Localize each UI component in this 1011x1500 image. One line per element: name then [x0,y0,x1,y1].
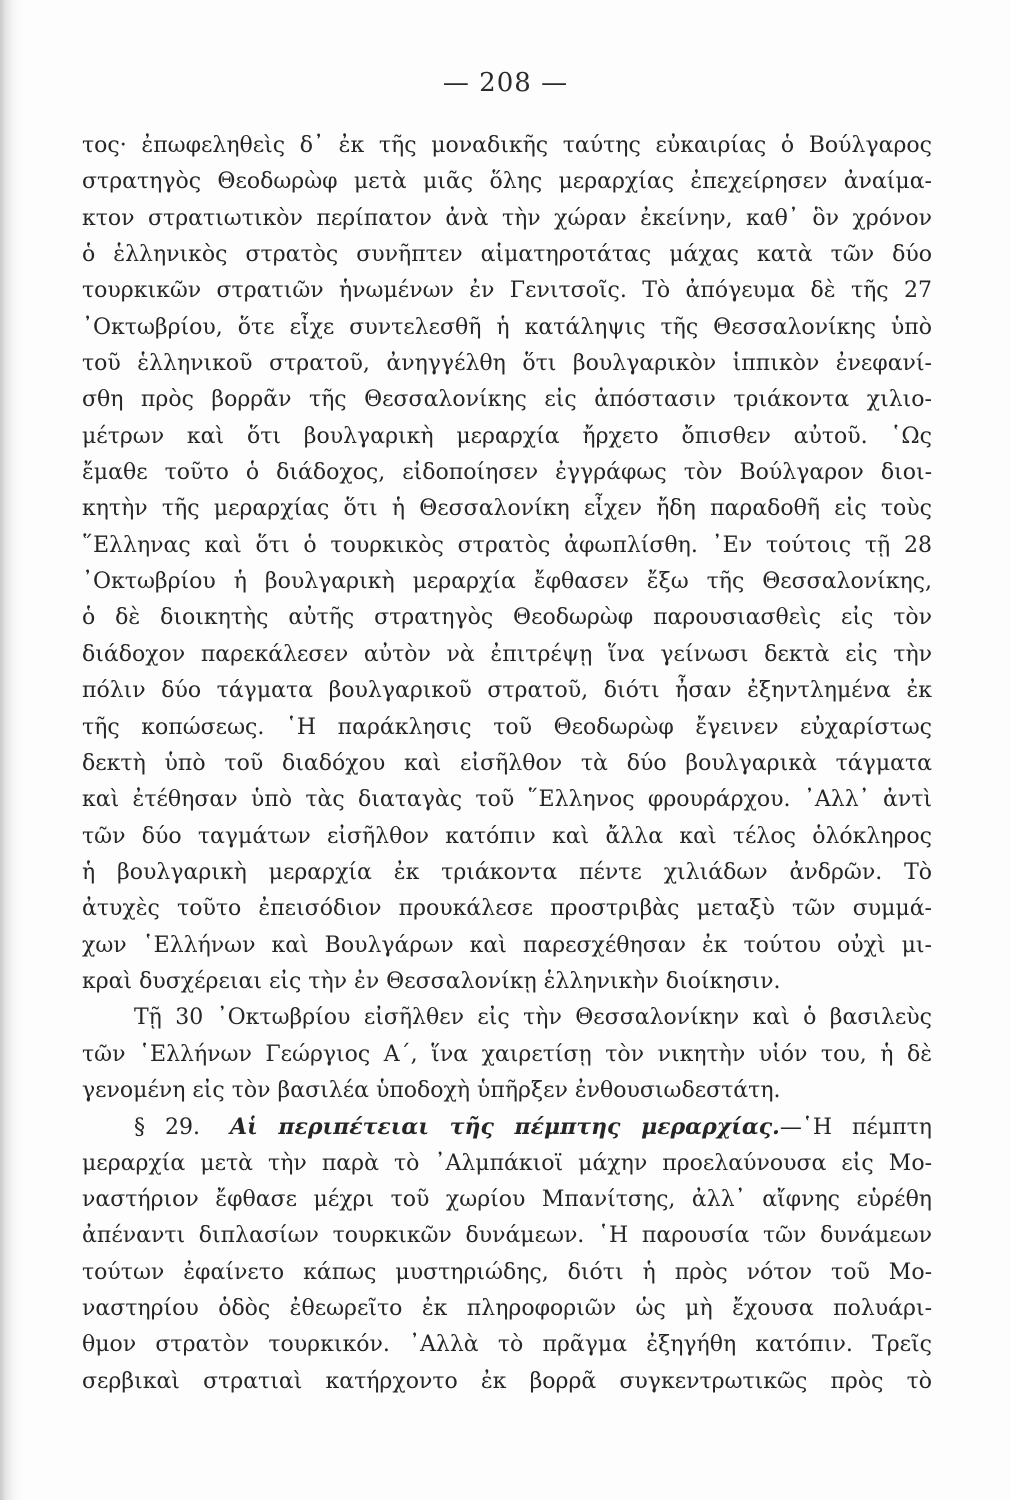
page-binding-shadow [0,0,22,1500]
text-line: ἀπέναντι διπλασίων τουρκικῶν δυνάμεων. ῾Η παρουσία τῶν δυνάμεων [82,1223,932,1249]
text-line: στρατηγὸς Θεοδωρὼφ μετὰ μιᾶς ὅλης μεραρχίας ἐπεχείρησεν ἀναίμα- [82,169,932,195]
text-line: ᾽Οκτωβρίου, ὅτε εἶχε συντελεσθῆ ἡ κατάληψις τῆς Θεσσαλονίκης ὑπὸ [82,314,932,340]
text-line: τῶν δύο ταγμάτων εἰσῆλθον κατόπιν καὶ ἄλλα καὶ τέλος ὁλόκληρος [82,823,932,849]
text-line: ἡ βουλγαρικὴ μεραρχία ἐκ τριάκοντα πέντε χιλιάδων ἀνδρῶν. Τὸ [82,859,932,885]
body-text [82,128,932,1400]
text-line: τος· ἐπωφεληθεὶς δ᾽ ἐκ τῆς μοναδικῆς ταύτης εὐκαιρίας ὁ Βούλγαρος [82,133,932,158]
text-line: καὶ ἐτέθησαν ὑπὸ τὰς διαταγὰς τοῦ ῞Ελληνος φρουράρχου. ᾽Αλλ᾽ ἀντὶ [82,787,932,813]
text-line: κτον στρατιωτικὸν περίπατον ἀνὰ τὴν χώραν ἐκείνην, καθ᾽ ὃν χρόνον [82,205,932,231]
text-line: τοῦ ἑλληνικοῦ στρατοῦ, ἀνηγγέλθη ὅτι βουλγαρικὸν ἱππικὸν ἐνεφανί- [82,351,932,377]
text-line: ναστηρίου ὁδὸς ἐθεωρεῖτο ἐκ πληροφοριῶν ὡς μὴ ἔχουσα πολυάρι- [82,1296,932,1321]
text-line: δεκτὴ ὑπὸ τοῦ διαδόχου καὶ εἰσῆλθον τὰ δύο βουλγαρικὰ τάγματα [82,750,932,776]
text-line: τῆς κοπώσεως. ῾Η παράκλησις τοῦ Θεοδωρὼφ ἔγεινεν εὐχαρίστως [82,714,932,740]
text-line: διάδοχον παρεκάλεσεν αὐτὸν νὰ ἐπιτρέψῃ ἵνα γείνωσι δεκτὰ εἰς τὴν [82,641,932,667]
text-line: χων ῾Ελλήνων καὶ Βουλγάρων καὶ παρεσχέθησαν ἐκ τούτου οὐχὶ μι- [82,932,932,958]
section-heading-line [82,1109,932,1145]
text-line: μέτρων καὶ ὅτι βουλγαρικὴ μεραρχία ἤρχετο ὄπισθεν αὐτοῦ. ῾Ως [82,423,932,449]
text-line: τῶν ῾Ελλήνων Γεώργιος Α΄, ἵνα χαιρετίσῃ τὸν νικητὴν υἱόν του, ἡ δὲ [82,1041,932,1067]
text-line: σθη πρὸς βορρᾶν τῆς Θεσσαλονίκης εἰς ἀπόστασιν τριάκοντα χιλιο- [82,387,932,413]
paragraph-end-line: κραὶ δυσχέρειαι εἰς τὴν ἐν Θεσσαλονίκῃ ἑλληνικὴν διοίκησιν. [82,968,781,994]
section-title: Αἱ περιπέτειαι τῆς πέμπτης μεραρχίας. [230,1114,780,1141]
text-line: σερβικαὶ στρατιαὶ κατήρχοντο ἐκ βορρᾶ συγκεντρωτικῶς πρὸς τὸ [82,1368,932,1394]
text-line: ᾽Οκτωβρίου ἡ βουλγαρικὴ μεραρχία ἔφθασεν ἔξω τῆς Θεσσαλονίκης, [82,569,932,595]
text-line: ἔμαθε τοῦτο ὁ διάδοχος, εἰδοποίησεν ἐγγράφως τὸν Βούλγαρον διοι- [82,460,932,486]
text-line: ῞Ελληνας καὶ ὅτι ὁ τουρκικὸς στρατὸς ἀφωπλίσθη. ᾽Εν τούτοις τῇ 28 [82,532,932,558]
text-line: μεραρχία μετὰ τὴν παρὰ τὸ ᾽Αλμπάκιοϊ μάχην προελαύνουσα εἰς Μο- [82,1150,932,1176]
text-line: κητὴν τῆς μεραρχίας ὅτι ἡ Θεσσαλονίκη εἶχεν ἤδη παραδοθῆ εἰς τοὺς [82,496,932,522]
paragraph-start-line: Τῇ 30 ᾽Οκτωβρίου εἰσῆλθεν εἰς τὴν Θεσσαλονίκην καὶ ὁ βασιλεὺς [134,1005,932,1031]
text-line: τούτων ἐφαίνετο κάπως μυστηριώδης, διότι ἡ πρὸς νότον τοῦ Μο- [82,1259,932,1285]
text-line: πόλιν δύο τάγματα βουλγαρικοῦ στρατοῦ, διότι ἦσαν ἐξηντλημένα ἐκ [82,678,932,704]
text-line: ὁ δὲ διοικητὴς αὐτῆς στρατηγὸς Θεοδωρὼφ παρουσιασθεὶς εἰς τὸν [82,605,932,631]
text-line: ναστήριον ἔφθασε μέχρι τοῦ χωρίου Μπανίτσης, ἀλλ᾽ αἴφνης εὑρέθη [82,1186,932,1212]
text-line: ἀτυχὲς τοῦτο ἐπεισόδιον προυκάλεσε προστριβὰς μεταξὺ τῶν συμμά- [82,896,932,922]
section-mark: § 29. [134,1115,200,1141]
section-heading-rest: —῾Η πέμπτη [779,1115,932,1141]
page-number: — 208 — [442,68,569,98]
text-line: ὁ ἑλληνικὸς στρατὸς συνῆπτεν αἱματηροτάτας μάχας κατὰ τῶν δύο [82,242,932,268]
text-line: θμον στρατὸν τουρκικόν. ᾽Αλλὰ τὸ πρᾶγμα ἐξηγήθη κατόπιν. Τρεῖς [82,1332,932,1358]
text-line: τουρκικῶν στρατιῶν ἡνωμένων ἐν Γενιτσοῖς. Τὸ ἀπόγευμα δὲ τῆς 27 [82,278,932,304]
paragraph-end-line: γενομένη εἰς τὸν βασιλέα ὑποδοχὴ ὑπῆρξεν ἐνθουσιωδεστάτη. [82,1077,781,1103]
